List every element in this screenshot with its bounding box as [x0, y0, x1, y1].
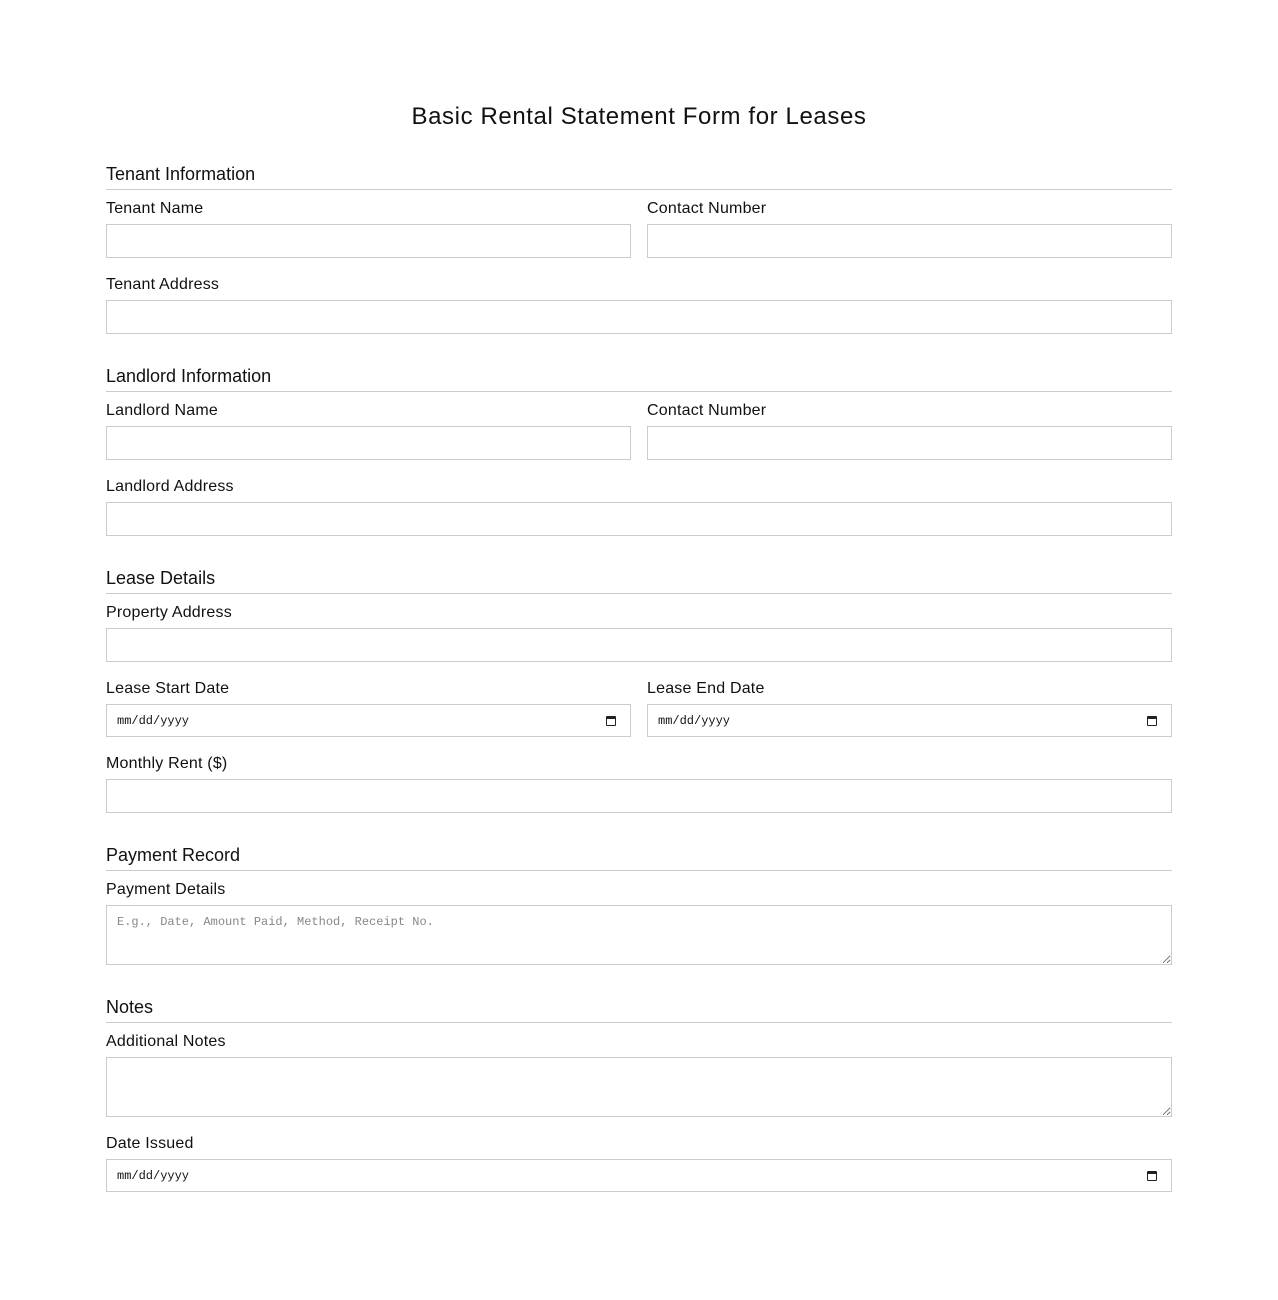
- tenant-name-input[interactable]: [106, 224, 631, 258]
- lease-end-date-value: mm/dd/yyyy: [658, 713, 731, 728]
- section-heading-payment: Payment Record: [106, 844, 1172, 871]
- landlord-name-input[interactable]: [106, 426, 631, 460]
- date-issued-value: mm/dd/yyyy: [117, 1168, 190, 1183]
- monthly-rent-input[interactable]: [106, 779, 1172, 813]
- landlord-address-label: Landlord Address: [106, 478, 234, 495]
- lease-end-date-input[interactable]: [647, 704, 1172, 737]
- section-heading-notes: Notes: [106, 996, 1172, 1023]
- payment-details-label: Payment Details: [106, 881, 226, 898]
- lease-start-date-input[interactable]: [106, 704, 631, 737]
- calendar-icon[interactable]: [1147, 1171, 1157, 1181]
- lease-start-date-value: mm/dd/yyyy: [117, 713, 190, 728]
- monthly-rent-label: Monthly Rent ($): [106, 755, 228, 772]
- calendar-icon[interactable]: [1147, 716, 1157, 726]
- payment-details-textarea[interactable]: [106, 905, 1172, 965]
- tenant-address-label: Tenant Address: [106, 276, 220, 293]
- tenant-name-label: Tenant Name: [106, 200, 204, 217]
- property-address-input[interactable]: [106, 628, 1172, 662]
- lease-start-label: Lease Start Date: [106, 680, 230, 697]
- additional-notes-textarea[interactable]: [106, 1057, 1172, 1117]
- section-heading-lease: Lease Details: [106, 567, 1172, 594]
- property-address-label: Property Address: [106, 604, 232, 621]
- page-title: Basic Rental Statement Form for Leases: [411, 103, 867, 130]
- date-issued-input[interactable]: [106, 1159, 1172, 1192]
- calendar-icon[interactable]: [606, 716, 616, 726]
- tenant-address-input[interactable]: [106, 300, 1172, 334]
- landlord-name-label: Landlord Name: [106, 402, 218, 419]
- landlord-address-input[interactable]: [106, 502, 1172, 536]
- landlord-contact-input[interactable]: [647, 426, 1172, 460]
- date-issued-label: Date Issued: [106, 1135, 194, 1152]
- landlord-contact-label: Contact Number: [647, 402, 767, 419]
- lease-end-label: Lease End Date: [647, 680, 765, 697]
- tenant-contact-label: Contact Number: [647, 200, 767, 217]
- tenant-contact-input[interactable]: [647, 224, 1172, 258]
- section-heading-landlord: Landlord Information: [106, 365, 1172, 392]
- additional-notes-label: Additional Notes: [106, 1033, 226, 1050]
- section-heading-tenant: Tenant Information: [106, 163, 1172, 190]
